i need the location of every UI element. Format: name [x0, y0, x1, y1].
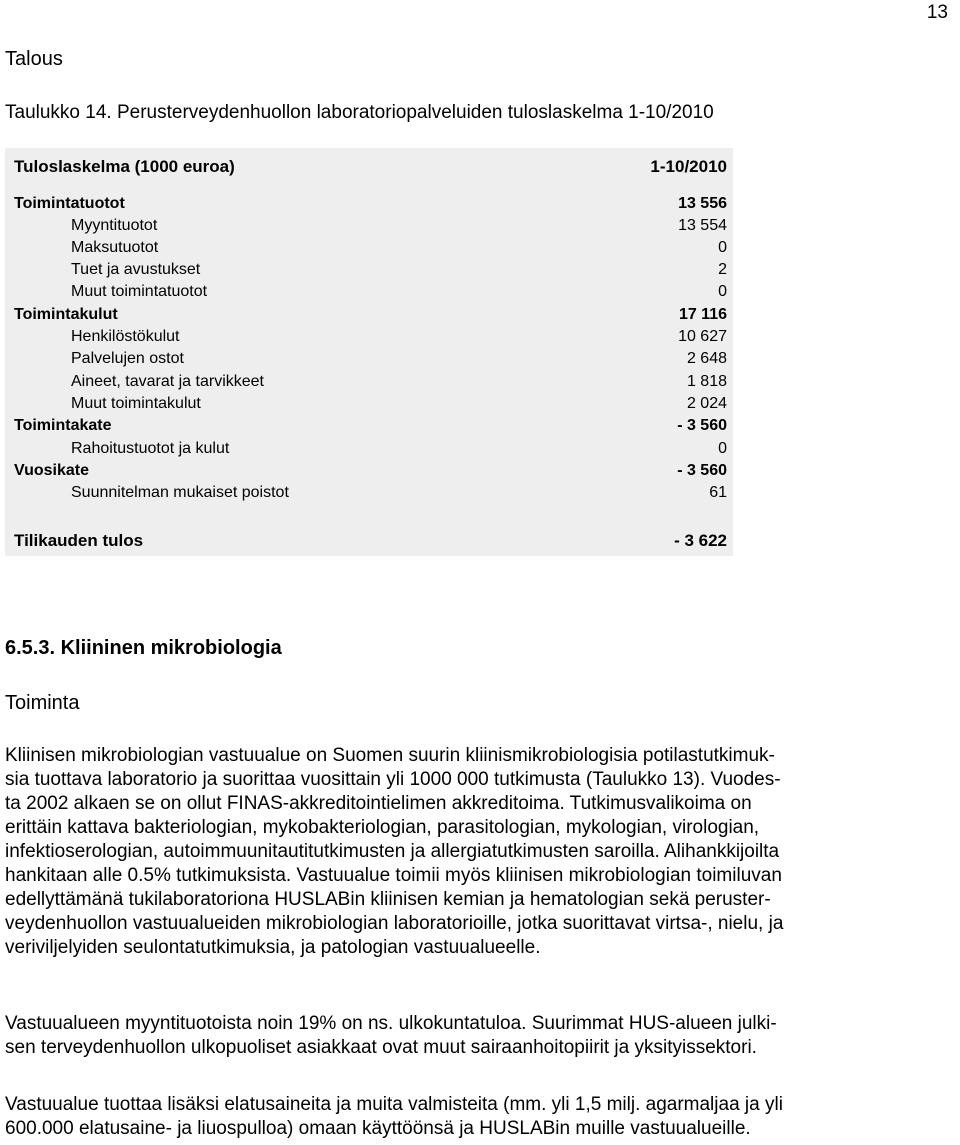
table-row: [14, 482, 727, 504]
row-label: Vuosikate: [14, 462, 89, 479]
table-row: [14, 215, 727, 237]
header-label: Tuloslaskelma (1000 euroa): [14, 157, 235, 176]
row-value: 2: [718, 261, 727, 278]
text-line: Kliinisen mikrobiologian vastuualue on Suomen suurin kliinismikrobiologisia potilastutkimuk-: [5, 745, 775, 766]
row-value: - 3 560: [677, 417, 727, 434]
table-row: [14, 371, 727, 393]
row-label: Toimintatuotot: [14, 195, 125, 212]
text-line: sia tuottava laboratorio ja suorittaa vuosittain yli 1000 000 tutkimusta (Taulukko 13). Vuodes-: [5, 769, 781, 790]
text-line: infektioserologian, autoimmuunitautitutkimusten ja allergiatutkimusten saroilla. Alihankkijoilta: [5, 841, 780, 862]
text-line: sen terveydenhuollon ulkopuoliset asiakkaat ovat muut sairaanhoitopiirit ja yksityissektori.: [5, 1037, 757, 1058]
table-caption: Taulukko 14. Perusterveydenhuollon laboratoriopalveluiden tuloslaskelma 1-10/2010: [5, 102, 714, 123]
page-number: 13: [926, 2, 948, 23]
header-period: 1-10/2010: [650, 157, 727, 176]
text-line: Vastuualueen myyntituotoista noin 19% on ns. ulkokuntatuloa. Suurimmat HUS-alueen julki-: [5, 1013, 777, 1034]
text-line: veriviljelyiden seulontatutkimuksia, ja patologian vastuualueelle.: [5, 937, 541, 958]
row-value: 0: [718, 239, 727, 256]
table-row: [14, 438, 727, 460]
row-label: Myyntituotot: [71, 217, 158, 234]
table-row: [14, 304, 727, 326]
row-label: Aineet, tavarat ja tarvikkeet: [71, 373, 264, 390]
text-line: edellyttämänä tukilaboratoriona HUSLABin kliinisen kemian ja hematologian sekä peruster-: [5, 889, 771, 910]
row-label: Toimintakate: [14, 417, 112, 434]
text-line: hankitaan alle 0.5% tutkimuksista. Vastuualue toimii myös kliinisen mikrobiologian toimiluvan: [5, 865, 782, 886]
row-label: Maksutuotot: [71, 239, 159, 256]
row-label: Rahoitustuotot ja kulut: [71, 440, 230, 457]
table-row: [14, 237, 727, 259]
table-row: [14, 415, 727, 437]
row-value: 2 648: [686, 350, 727, 367]
income-statement-table: [5, 148, 733, 556]
text-line: Vastuualue tuottaa lisäksi elatusaineita ja muita valmisteita (mm. yli 1,5 milj. agarmaljaa ja yli: [5, 1094, 783, 1115]
row-value: 0: [718, 283, 727, 300]
row-label: Suunnitelman mukaiset poistot: [71, 484, 289, 501]
section-heading: Talous: [5, 48, 63, 70]
table-row: [14, 460, 727, 482]
result-label: Tilikauden tulos: [14, 531, 144, 550]
row-label: Toimintakulut: [14, 306, 118, 323]
subsection-subheading: Toiminta: [5, 692, 80, 714]
row-value: 0: [718, 440, 727, 457]
paragraph-3: [5, 1093, 953, 1141]
row-value: 2 024: [686, 395, 727, 412]
table-row: [14, 348, 727, 370]
row-value: 1 818: [686, 373, 727, 390]
table-row: [14, 193, 727, 215]
row-value: 10 627: [678, 328, 727, 345]
text-line: veydenhuollon vastuualueiden mikrobiologian laboratorioille, jotka suorittavat virtsa-, nielu, ja: [5, 913, 784, 934]
result-row: [14, 530, 727, 552]
row-value: - 3 560: [677, 462, 727, 479]
text-line: ta 2002 alkaen se on ollut FINAS-akkreditointielimen akkreditoima. Tutkimusvalikoima on: [5, 793, 752, 814]
row-label: Henkilöstökulut: [71, 328, 180, 345]
result-value: - 3 622: [674, 531, 727, 550]
row-label: Muut toimintakulut: [71, 395, 201, 412]
row-value: 61: [709, 484, 727, 501]
row-label: Tuet ja avustukset: [71, 261, 201, 278]
row-value: 17 116: [678, 306, 727, 323]
table-header: [14, 157, 727, 179]
table-row: [14, 393, 727, 415]
text-line: erittäin kattava bakteriologian, mykobakteriologian, parasitologian, mykologian, virologian,: [5, 817, 760, 838]
paragraph-2: [5, 1012, 953, 1060]
table-row: [14, 259, 727, 281]
paragraph-1: [5, 744, 953, 960]
row-label: Muut toimintatuotot: [71, 283, 208, 300]
row-value: 13 554: [678, 217, 727, 234]
table-row: [14, 281, 727, 303]
row-value: 13 556: [678, 195, 727, 212]
text-line: 600.000 elatusaine- ja liuospulloa) omaan käyttöönsä ja HUSLABin muille vastuualueille.: [5, 1118, 751, 1139]
row-label: Palvelujen ostot: [71, 350, 184, 367]
table-row: [14, 326, 727, 348]
subsection-heading: 6.5.3. Kliininen mikrobiologia: [5, 637, 282, 659]
